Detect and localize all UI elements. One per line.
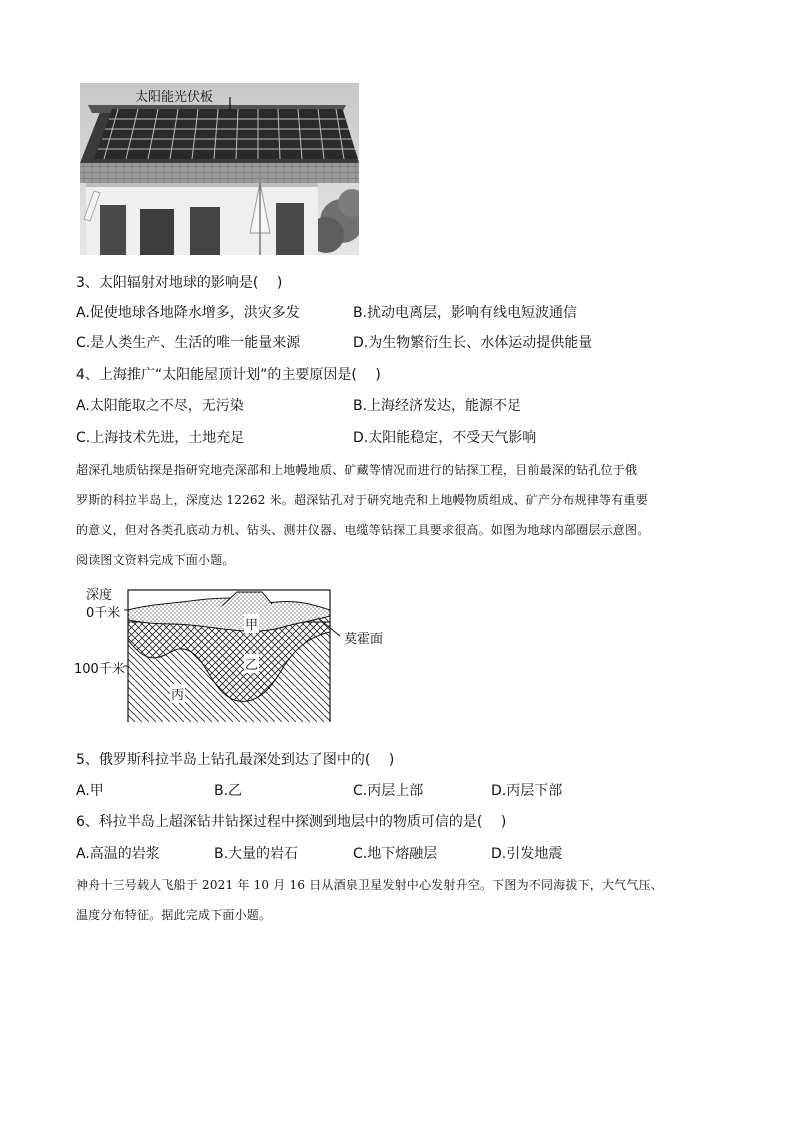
question-6-option-a[interactable]: A.高温的岩浆 [76,846,160,862]
question-3-option-b[interactable]: B.扰动电离层，影响有线电短波通信 [353,305,578,321]
question-5-option-c[interactable]: C.丙层上部 [353,783,424,799]
question-4-stem: 4、上海推广“太阳能屋顶计划”的主要原因是( ) [76,367,381,383]
solar-house-illustration [80,83,359,255]
question-4-option-a[interactable]: A.太阳能取之不尽，无污染 [76,398,244,414]
depth-tick-0: 0千米 [86,606,121,621]
question-5-option-b[interactable]: B.乙 [214,783,243,799]
earth-layers-svg [72,582,402,722]
question-5-option-a[interactable]: A.甲 [76,783,104,799]
passage-1-line-2: 罗斯的科拉半岛上，深度达 12262 米。超深钻孔对于研究地壳和上地幔物质组成、矿产分布规律等有重要 [76,493,648,507]
question-6-option-b[interactable]: B.大量的岩石 [214,846,299,862]
question-3-stem: 3、太阳辐射对地球的影响是( ) [76,275,283,291]
question-3-option-a[interactable]: A.促使地球各地降水增多，洪灾多发 [76,305,300,321]
question-4-option-c[interactable]: C.上海技术先进，土地充足 [76,430,245,446]
question-3-option-c[interactable]: C.是人类生产、生活的唯一能量来源 [76,335,301,351]
question-6-option-c[interactable]: C.地下熔融层 [353,846,438,862]
solar-house-photo [80,83,359,255]
passage-2-line-1: 神舟十三号载人飞船于 2021 年 10 月 16 日从酒泉卫星发射中心发射升空。下图为不同海拔下，大气气压、 [76,878,663,892]
question-3-option-d[interactable]: D.为生物繁衍生长、水体运动提供能量 [353,335,593,351]
question-6-option-d[interactable]: D.引发地震 [491,846,563,862]
layer-jia-label: 甲 [244,614,259,633]
question-5-stem: 5、俄罗斯科拉半岛上钻孔最深处到达了图中的( ) [76,752,395,768]
moho-label: 莫霍面 [344,632,384,647]
passage-2-line-2: 温度分布特征。据此完成下面小题。 [76,908,272,922]
passage-1-line-3: 的意义，但对各类孔底动力机、钻头、测井仪器、电缆等钻探工具要求很高。如图为地球内部圈层示意图。 [76,523,650,537]
depth-axis-label: 深度 [86,588,113,603]
question-4-option-d[interactable]: D.太阳能稳定，不受天气影响 [353,430,537,446]
solar-panels [94,109,358,159]
photo-label: 太阳能光伏板 [135,90,214,105]
question-4-option-b[interactable]: B.上海经济发达，能源不足 [353,398,522,414]
question-5-option-d[interactable]: D.丙层下部 [491,783,563,799]
depth-tick-100: 100千米 [74,662,125,677]
layer-yi-label: 乙 [244,654,259,673]
layer-bing-label: 丙 [170,684,185,703]
earth-layers-diagram [72,582,402,722]
passage-1-line-1: 超深孔地质钻探是指研究地壳深部和上地幔地质、矿藏等情况而进行的钻探工程，目前最深的钻孔位于俄 [76,463,638,477]
passage-1-line-4: 阅读图文资料完成下面小题。 [76,553,235,567]
question-6-stem: 6、科拉半岛上超深钻井钻探过程中探测到地层中的物质可信的是( ) [76,814,507,830]
